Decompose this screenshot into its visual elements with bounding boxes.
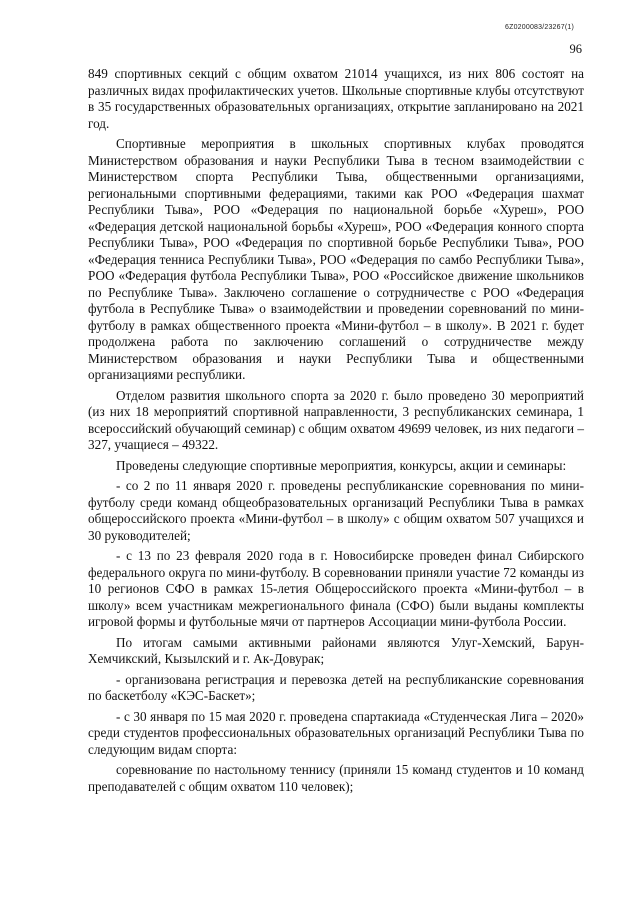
document-body xyxy=(88,66,584,799)
paragraph-1: 849 спортивных секций с общим охватом 21014 учащихся, из них 806 состоят на различных видах профилактических учетов. Школьные спортивные клубы отсутствуют в 35 государственных образовательных организациях, открытие запланировано на 2021 год. xyxy=(88,66,584,131)
paragraph-4: Проведены следующие спортивные мероприятия, конкурсы, акции и семинары: xyxy=(116,457,567,473)
paragraph-2: Спортивные мероприятия в школьных спортивных клубах проводятся Министерством образования и науки Республики Тыва в тесном взаимодействии с Министерством спорта Республики Тыва, общественными организациями, региональными спортивными федерациями, такими как РОО «Федерация шахмат Республики Тыва», РОО «Федерация по национальной борьбе «Хуреш», РОО «Федерация детской национальной борьбы «Хуреш», РОО «Федерация конного спорта Республики Тыва», РОО «Федерация по спортивной борьбе Республики Тыва», РОО «Федерация тенниса Республики Тыва», РОО «Федерация по самбо Республики Тыва», РОО «Федерация футбола Республики Тыва», РОО «Российское движение школьников по Республике Тыва». Заключено соглашение о сотрудничестве с РОО «Федерация футбола в Республике Тыва» о взаимодействии и проведении соревнований по мини-футболу в рамках общественного проекта «Мини-футбол – в школу». В 2021 г. будет продолжена работа по заключению соглашений о сотрудничестве между Министерством образования и науки Республики Тыва и общественными организациями республики. xyxy=(88,136,584,382)
page-number: 96 xyxy=(569,42,582,56)
paragraph-3: Отделом развития школьного спорта за 2020 г. было проведено 30 мероприятий (из них 18 мероприятий спортивной направленности, 3 республиканских семинара, 1 всероссийский обучающий семинар) с общим охватом 49699 человек, из них педагоги – 327, учащиеся – 49322. xyxy=(88,387,584,452)
paragraph-6: соревнование по настольному теннису (приняли 15 команд студентов и 10 команд преподавателей с общим охватом 110 человек); xyxy=(88,762,584,794)
paragraph-5: По итогам самыми активными районами являются Улуг-Хемский, Барун-Хемчикский, Кызылский и г. Ак-Довурак; xyxy=(88,634,584,666)
list-item-2: - с 13 по 23 февраля 2020 года в г. Новосибирске проведен финал Сибирского федерального округа по мини-футболу. В соревновании приняли участие 72 команды из 10 регионов СФО в рамках 15-летия Общероссийского проекта «Мини-футбол – в школу» всем участникам межрегионального финала (СФО) были выданы комплекты игровой формы и футбольные мячи от партнеров Ассоциации мини-футбола России. xyxy=(88,548,584,629)
list-item-1: - со 2 по 11 января 2020 г. проведены республиканские соревнования по мини-футболу среди команд общеобразовательных организаций Республики Тыва в рамках общероссийского проекта «Мини-футбол – в школу» с общим охватом 507 учащихся и 30 руководителей; xyxy=(88,478,584,543)
list-item-3: - организована регистрация и перевозка детей на республиканские соревнования по баскетболу «КЭС-Баскет»; xyxy=(88,671,584,703)
document-id: 6Z0200083/23267(1) xyxy=(505,24,574,31)
list-item-4: - с 30 января по 15 мая 2020 г. проведена спартакиада «Студенческая Лига – 2020» среди студентов профессиональных образовательных организаций Республики Тыва по следующим видам спорта: xyxy=(88,708,584,757)
